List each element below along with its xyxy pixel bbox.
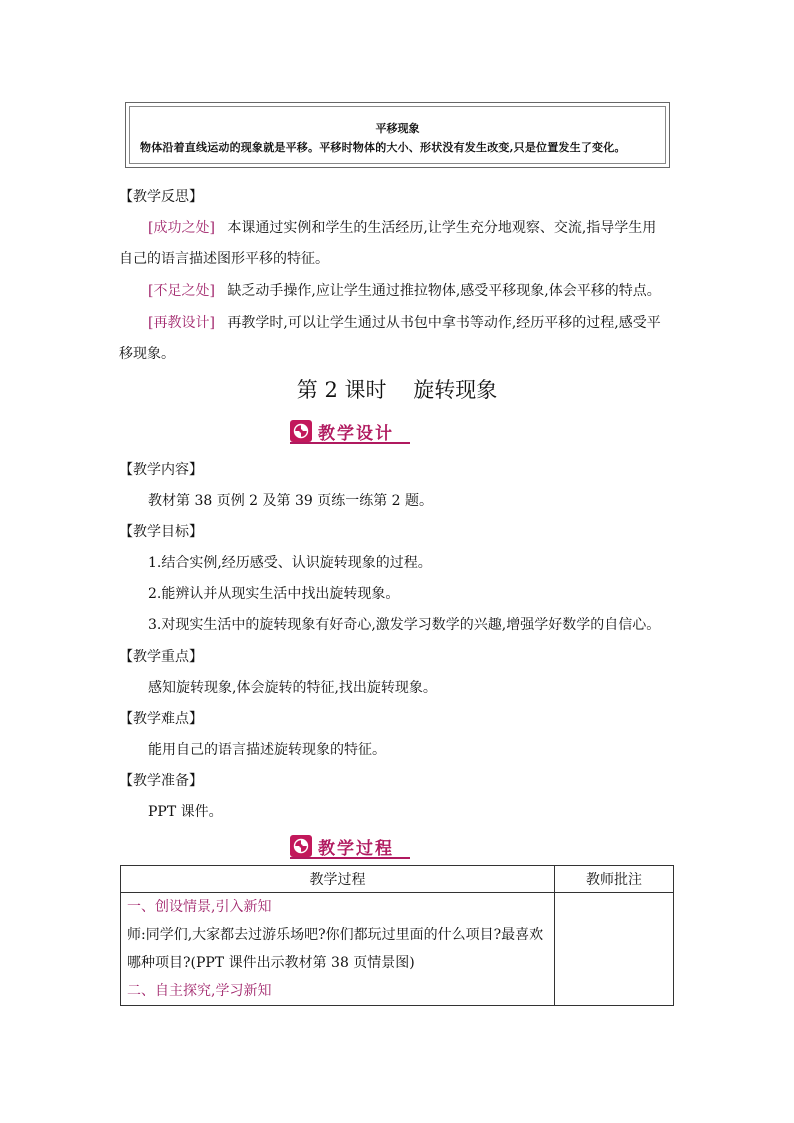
redesign-text: 再教学时,可以让学生通过从书包中拿书等动作,经历平移的过程,感受平 [227, 315, 661, 331]
summary-text: 物体沿着直线运动的现象就是平移。平移时物体的大小、形状没有发生改变,只是位置发生了变化。 [140, 141, 626, 154]
flower-icon [290, 835, 312, 857]
success-tag: [成功之处] [148, 220, 215, 236]
key-points-heading: 【教学重点】 [119, 649, 203, 665]
key-points-text: 感知旋转现象,体会旋转的特征,找出旋转现象。 [148, 680, 437, 696]
section-heading: 二、自主探究,学习新知 [127, 983, 272, 999]
process-line: 师:同学们,大家都去过游乐场吧?你们都玩过里面的什么项目?最喜欢 [127, 927, 544, 943]
design-banner [290, 420, 410, 444]
process-table [120, 865, 674, 1006]
success-text-cont: 自己的语言描述图形平移的特征。 [119, 251, 329, 267]
difficulties-text: 能用自己的语言描述旋转现象的特征。 [148, 742, 386, 758]
goal-item: 1.结合实例,经历感受、认识旋转现象的过程。 [148, 555, 432, 571]
content-heading: 【教学内容】 [119, 462, 203, 478]
flower-icon [290, 420, 312, 442]
preparation-text: PPT 课件。 [148, 804, 223, 820]
goal-item: 3.对现实生活中的旋转现象有好奇心,激发学习数学的兴趣,增强学好数学的自信心。 [148, 617, 661, 633]
section-heading: 一、创设情景,引入新知 [127, 899, 272, 915]
redesign-tag: [再教设计] [148, 315, 215, 331]
lesson-title: 第 2 课时 旋转现象 [296, 378, 498, 402]
success-paragraph [148, 217, 656, 237]
redesign-paragraph [148, 312, 661, 332]
preparation-heading: 【教学准备】 [119, 773, 203, 789]
goals-heading: 【教学目标】 [119, 524, 203, 540]
summary-title: 平移现象 [375, 122, 420, 135]
process-cell [121, 893, 555, 1006]
reflection-heading: 【教学反思】 [119, 189, 203, 205]
redesign-text-cont: 移现象。 [119, 346, 175, 362]
table-row [121, 893, 674, 1006]
success-text: 本课通过实例和学生的生活经历,让学生充分地观察、交流,指导学生用 [227, 220, 657, 236]
col-notes-header: 教师批注 [555, 866, 674, 893]
shortcoming-paragraph [148, 280, 661, 300]
design-banner-text: 教学设计 [318, 423, 394, 444]
goal-item: 2.能辨认并从现实生活中找出旋转现象。 [148, 586, 400, 602]
content-text: 教材第 38 页例 2 及第 39 页练一练第 2 题。 [148, 493, 434, 509]
shortcoming-tag: [不足之处] [148, 283, 215, 299]
table-header-row [121, 866, 674, 893]
col-process-header: 教学过程 [121, 866, 555, 893]
notes-cell [555, 893, 674, 1006]
difficulties-heading: 【教学难点】 [119, 711, 203, 727]
process-banner [290, 835, 410, 859]
shortcoming-text: 缺乏动手操作,应让学生通过推拉物体,感受平移现象,体会平移的特点。 [227, 283, 661, 299]
process-banner-text: 教学过程 [318, 838, 394, 859]
summary-box [125, 102, 670, 168]
process-line: 哪种项目?(PPT 课件出示教材第 38 页情景图) [127, 955, 415, 971]
